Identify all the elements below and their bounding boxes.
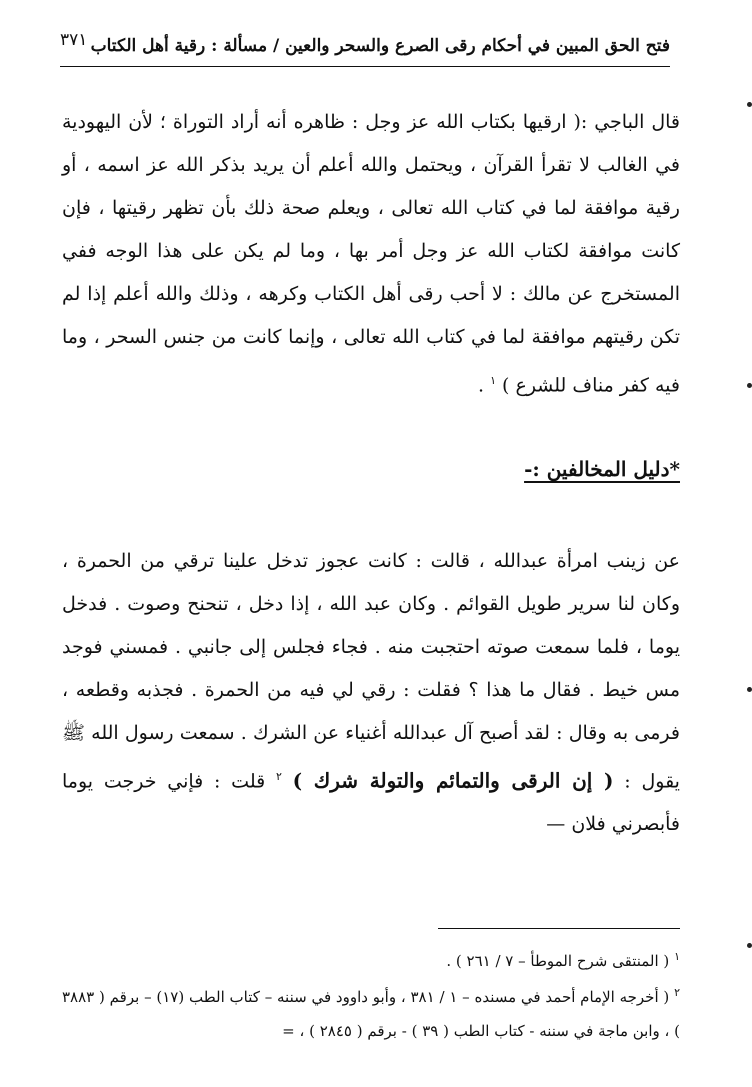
footnote-number: ٢	[674, 986, 680, 999]
footnote-text: ( المنتقى شرح الموطأ – ٧ / ٢٦١ ) .	[446, 952, 670, 970]
footnote-item	[62, 976, 680, 1048]
footnote-ref: ١	[490, 374, 496, 387]
footnote-number: ١	[674, 950, 680, 963]
paragraph-text-continued: قلت : فإني خرجت يوما فأبصرني فلان —	[62, 770, 680, 836]
body-paragraph-baji	[62, 101, 680, 407]
paragraph-text: قال الباجي :( ارقيها بكتاب الله عز وجل : ظاهره أنه أراد التوراة ؛ لأن اليهودية في الغالب لا تقرأ القرآن ، ويحتمل والله أعلم أن يريد بذكر الله عز اسمه ، أو رقية موافقة لما في كتاب الله تعالى ، ويعلم صحة ذلك بأن تظهر رقيتها ، فإن كانت موافقة لكتاب الله عز وجل أمر بها ، وما لم يكن على هذا الوجه ففي المستخرج عن مالك : لا أحب رقى أهل الكتاب وكرهه ، وذلك والله أعلم إذا لم تكن رقيتهم موافقة لما في كتاب الله تعالى ، وإنما كانت من جنس السحر ، وما فيه كفر مناف للشرع )	[62, 111, 680, 397]
body-paragraph-zaynab	[62, 540, 680, 846]
header-divider	[60, 66, 670, 67]
paragraph-text: عن زينب امرأة عبدالله ، قالت : كانت عجوز تدخل علينا ترقي من الحمرة ، وكان لنا سرير طويل القوائم . وكان عبد الله ، إذا دخل ، تنحنح وصوت . فدخل يوما ، فلما سمعت صوته احتجبت منه . فجاء فجلس إلى جانبي . فمسني فوجد مس خيط . فقال ما هذا ؟ فقلت : رقي لي فيه من الحمرة . فجذبه وقطعه ، فرمى به وقال : لقد أصبح آل عبدالله أغنياء عن الشرك . سمعت رسول الله ﷺ يقول :	[62, 550, 680, 793]
footnote-ref: ٢	[275, 770, 282, 783]
hadith-quote: ( إن الرقى والتمائم والتولة شرك )	[292, 768, 614, 793]
footnote-item	[62, 940, 680, 978]
section-heading: *دليل المخالفين :-	[524, 457, 680, 481]
footnote-text: ( أخرجه الإمام أحمد في مسنده – ١ / ٣٨١ ، وأبو داوود في سننه – كتاب الطب (١٧) – برقم ( ٣٨٨٣ ) ، وابن ماجة في سننه - كتاب الطب ( ٣٩ ) - برقم ( ٢٨٤٥ ) ، =	[62, 988, 680, 1040]
page-number: ٣٧١	[60, 30, 88, 50]
paragraph-text-end: .	[477, 374, 485, 397]
margin-dot	[747, 102, 752, 107]
margin-dot	[747, 943, 752, 948]
footnote-divider	[438, 928, 680, 929]
margin-dot	[747, 383, 752, 388]
margin-dot	[747, 687, 752, 692]
running-header-title: فتح الحق المبين في أحكام رقى الصرع والسحر والعين / مسألة : رقية أهل الكتاب	[90, 36, 670, 56]
